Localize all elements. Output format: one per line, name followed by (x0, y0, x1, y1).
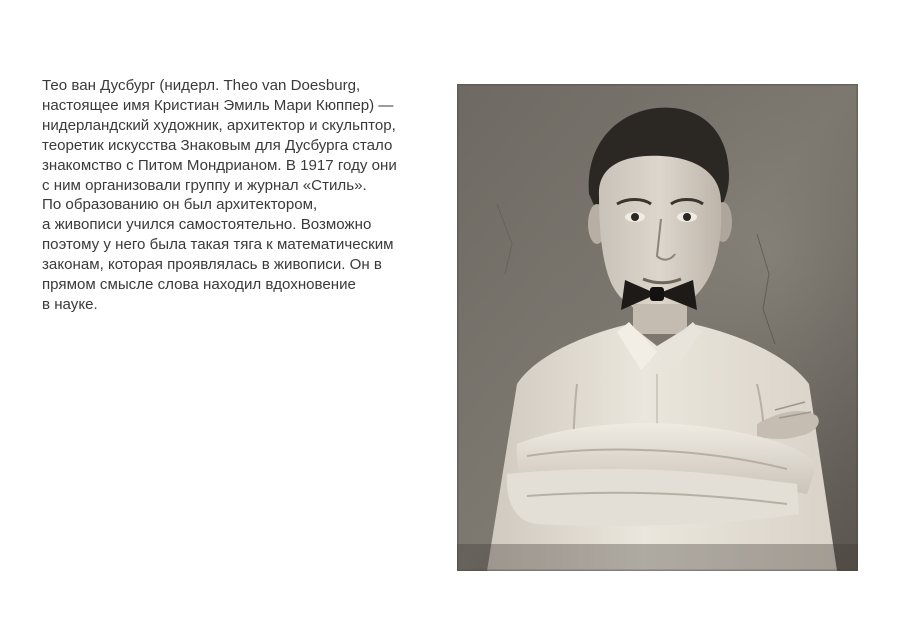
biography-line: а живописи учился самостоятельно. Возможно (42, 216, 372, 234)
biography-line: с ним организовали группу и журнал «Стиль». (42, 176, 367, 194)
biography-line: в науке. (42, 295, 98, 313)
biography-line: настоящее имя Кристиан Эмиль Мари Кюппер) — (42, 96, 394, 114)
biography-line: Тео ван Дусбург (нидерл. Theo van Doesburg, (42, 77, 361, 94)
portrait-photo (457, 84, 858, 571)
biography-line: По образованию он был архитектором, (42, 196, 318, 214)
portrait-illustration (457, 84, 858, 571)
biography-line: теоретик искусства Знаковым для Дусбурга стало (42, 136, 393, 154)
biography-line: знакомство с Питом Мондрианом. В 1917 году они (42, 156, 397, 174)
biography-line: нидерландский художник, архитектор и скульптор, (42, 116, 396, 134)
biography-line: законам, которая проявлялась в живописи. Он в (42, 256, 382, 274)
biography-line: поэтому у него была такая тяга к математическим (42, 236, 394, 254)
biography-line: прямом смысле слова находил вдохновение (42, 276, 356, 294)
biography-text (42, 76, 452, 315)
